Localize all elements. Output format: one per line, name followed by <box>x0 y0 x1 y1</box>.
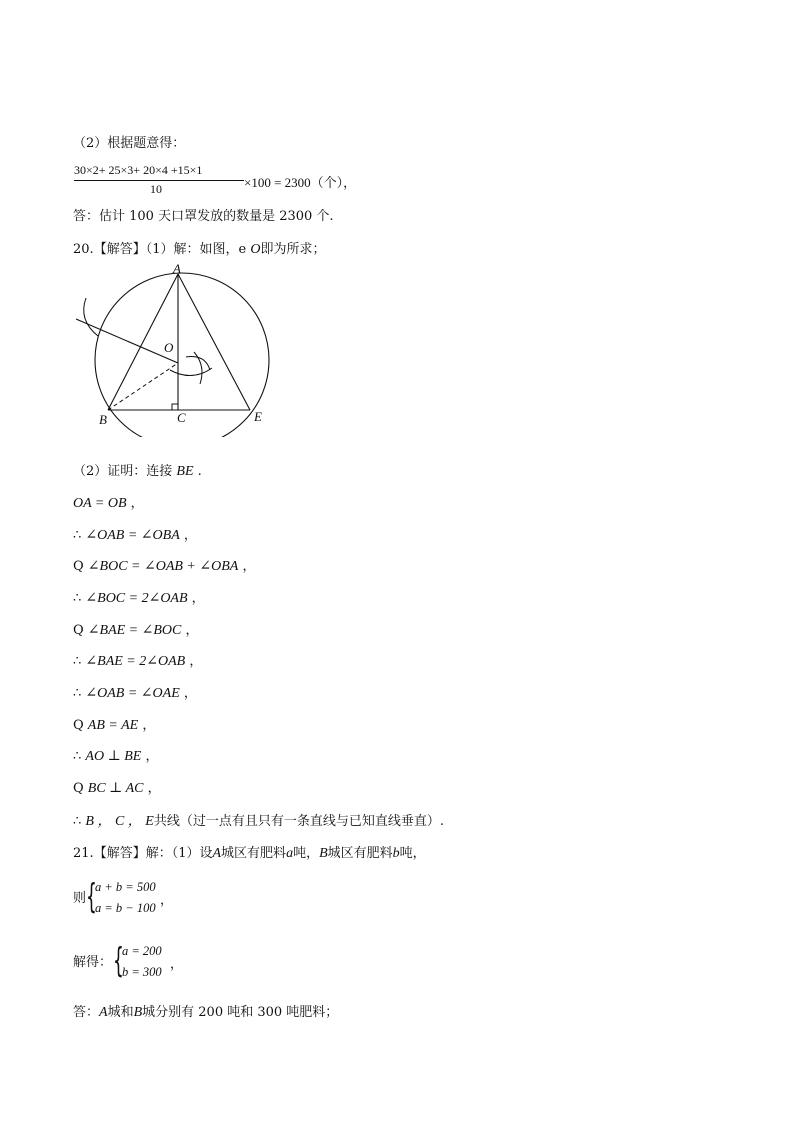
proof-line: ∴ ∠BOC = 2∠OAB ， <box>73 591 205 606</box>
q21-text-5: 吨， <box>399 846 426 861</box>
q21-answer-city-b: B <box>133 1005 143 1020</box>
q20-heading <box>73 242 325 258</box>
q21-system2-brace: { <box>113 941 124 981</box>
q21-system2-tail: ， <box>170 957 184 972</box>
q21-tag: 【解答】 <box>93 846 146 861</box>
label-c: C <box>177 410 186 425</box>
q21-city-b: B <box>319 846 328 861</box>
proof-line: ∴ ∠OAB = ∠OAE ， <box>73 686 197 701</box>
q21-var-b: b <box>392 846 400 861</box>
proof-line: OA = OB ， <box>73 496 144 511</box>
dashed-segment-bo <box>108 363 178 410</box>
proof-line: Q BC ⊥ AC ， <box>73 781 161 796</box>
q19-fraction-denominator: 10 <box>150 182 162 196</box>
q20-conclusion-prefix: ∴ <box>73 814 86 829</box>
q21-system1-brace: { <box>86 877 97 917</box>
proof-line: Q AB = AE ， <box>73 718 156 733</box>
q20-conclusion <box>73 814 444 830</box>
q21-text-1: 解：（1）设 <box>145 846 213 861</box>
q20-conclusion-text: 共线（过一点有且只有一条直线与已知直线垂直）. <box>153 814 444 829</box>
q21-answer-city-a: A <box>99 1005 108 1020</box>
q21-system2-eq2: b = 300 <box>122 965 162 979</box>
q19-fraction-tail: ×100 = 2300（个）， <box>244 175 357 190</box>
construction-arc-right-2 <box>170 368 212 376</box>
label-a: A <box>173 262 181 276</box>
proof-line: Q ∠BOC = ∠OAB + ∠OBA ， <box>73 559 256 574</box>
q21-text-3: 吨， <box>293 846 320 861</box>
q21-text-4: 城区有肥料 <box>327 846 393 861</box>
q20-tag: 【解答】 <box>93 242 146 257</box>
q20-proof-intro-segment: BE <box>176 464 194 479</box>
proof-line: ∴ AO ⊥ BE ， <box>73 749 159 764</box>
q20-proof-intro-text: （2）证明：连接 <box>73 464 173 479</box>
proof-line: ∴ ∠OAB = ∠OBA ， <box>73 528 197 543</box>
q20-text-tail: 即为所求； <box>260 242 326 257</box>
label-o: O <box>164 340 174 355</box>
q21-number: 21. <box>73 846 94 861</box>
q21-answer-text-3: 城分别有 200 吨和 300 吨肥料； <box>142 1005 339 1020</box>
q21-system2-label: 解得： <box>73 955 113 970</box>
q21-heading <box>73 846 426 862</box>
q21-text-2: 城区有肥料 <box>221 846 287 861</box>
q20-circle-symbol: e <box>238 242 247 257</box>
construction-arc-left <box>84 298 98 336</box>
q20-circle-name: O <box>250 242 261 257</box>
q19-part2-heading: （2）根据题意得： <box>73 136 186 151</box>
q21-system1-eq1: a + b = 500 <box>95 880 156 894</box>
q21-answer <box>73 1005 338 1021</box>
q21-answer-text-1: 答： <box>73 1005 100 1020</box>
perpendicular-bisector <box>76 319 178 363</box>
label-b: B <box>99 412 107 427</box>
q19-fraction-numerator: 30×2+ 25×3+ 20×4 +15×1 <box>74 163 203 177</box>
label-e: E <box>254 409 262 424</box>
proof-line: Q ∠BAE = ∠BOC ， <box>73 623 199 638</box>
q21-system1-tail: ， <box>160 893 174 908</box>
q19-answer: 答：估计 100 天口罩发放的数量是 2300 个. <box>73 209 334 224</box>
q21-answer-text-2: 城和 <box>107 1005 134 1020</box>
q20-geometry-figure <box>70 262 285 437</box>
q20-proof-intro <box>73 464 202 480</box>
q19-fraction-bar <box>74 180 244 181</box>
q21-var-a: a <box>286 846 294 861</box>
q21-system1-eq2: a = b − 100 <box>95 901 156 915</box>
q20-proof-intro-end: . <box>193 464 202 479</box>
q21-system2-eq1: a = 200 <box>122 944 162 958</box>
q20-text: （1）解：如图， <box>145 242 239 257</box>
proof-line: ∴ ∠BAE = 2∠OAB ， <box>73 654 203 669</box>
q20-conclusion-points: B ， C ， E <box>85 814 154 829</box>
q20-number: 20. <box>73 242 94 257</box>
q21-city-a: A <box>212 846 222 861</box>
q21-system1-label: 则 <box>73 891 87 906</box>
